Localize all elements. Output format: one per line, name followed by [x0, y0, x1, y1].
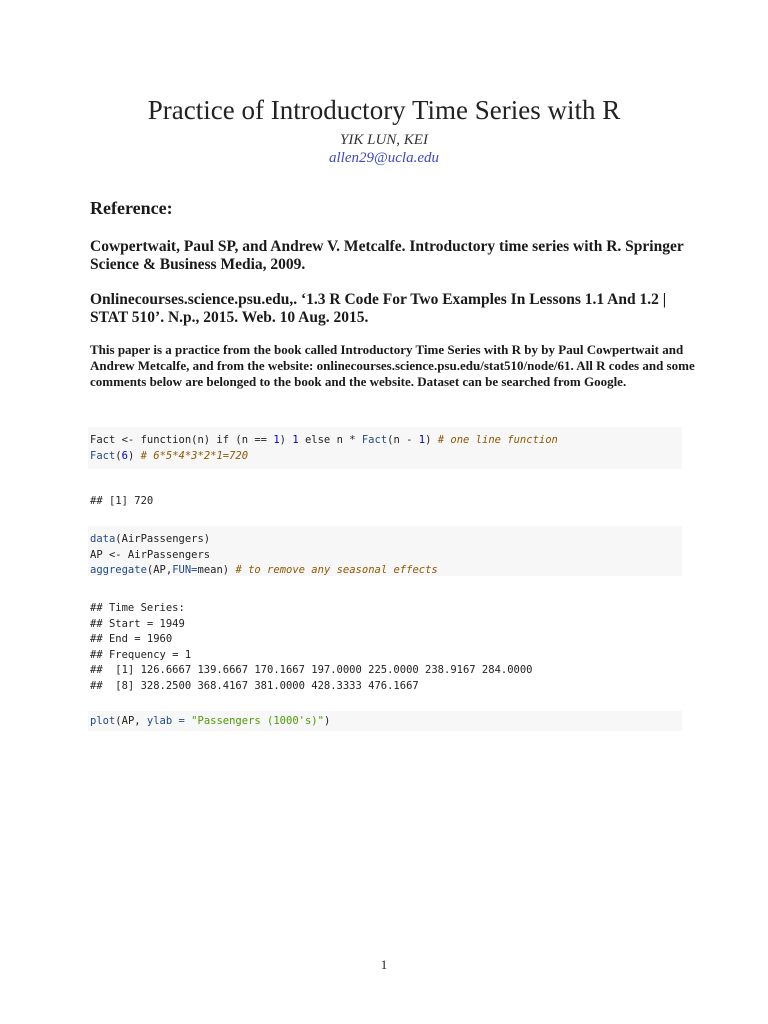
code-comment: # 6*5*4*3*2*1=720: [140, 449, 249, 462]
code-text: Fact <- function(n) if (n ==: [90, 434, 274, 446]
output-line: ## Start = 1949: [90, 617, 185, 630]
code-text: ): [279, 434, 293, 446]
code-block-factorial: [88, 427, 682, 469]
output-line: ## End = 1960: [90, 633, 173, 645]
code-number: 1: [418, 434, 426, 446]
code-comment: # to remove any seasonal effects: [235, 564, 438, 576]
intro-paragraph: This paper is a practice from the book called Introductory Time Series with R by by Paul Cowpertwait and Andrew Metcalfe, and from the website: onlinecourses.science.psu.edu/stat510/node/61. All R codes and some comments below are belonged to the book and the website. Dataset can be searched from Google.: [90, 342, 695, 389]
code-function: data: [90, 533, 116, 545]
output-line: ## [8] 328.2500 368.4167 381.0000 428.3333 476.1667: [90, 679, 419, 692]
code-number: 6: [121, 449, 128, 462]
author-name: YIK LUN, KEI: [340, 132, 428, 148]
reference-heading: Reference:: [90, 198, 173, 218]
code-function: Fact: [90, 449, 116, 462]
page-number: 1: [380, 957, 388, 972]
code-function: plot: [90, 715, 116, 727]
code-comment: # one line function: [437, 434, 558, 446]
code-text: (: [115, 449, 122, 462]
code-block-airpassengers: [88, 526, 682, 576]
code-text: ): [425, 434, 438, 446]
code-text: ): [323, 715, 331, 727]
code-argument: ylab =: [146, 715, 185, 727]
code-function: Fact: [361, 434, 388, 446]
reference-item-book: Cowpertwait, Paul SP, and Andrew V. Metcalfe. Introductory time series with R. Springer Science & Business Media, 2009.: [90, 238, 684, 273]
output-line: ## Time Series:: [90, 602, 185, 614]
code-text: mean): [197, 564, 236, 576]
author-email-link[interactable]: allen29@ucla.edu: [328, 150, 440, 166]
output-line: ## Frequency = 1: [90, 648, 192, 661]
code-block-plot: [88, 711, 682, 731]
code-argument: FUN=: [172, 564, 198, 576]
code-number: 1: [292, 434, 299, 446]
code-function: aggregate: [90, 564, 147, 576]
code-text: (AirPassengers): [115, 533, 211, 545]
output-line: ## [1] 126.6667 139.6667 170.1667 197.0000 225.0000 238.9167 284.0000: [90, 664, 533, 676]
output-factorial: ## [1] 720: [90, 495, 154, 507]
code-text: (AP,: [146, 564, 173, 576]
reference-item-website: Onlinecourses.science.psu.edu,. ‘1.3 R Code For Two Examples In Lessons 1.1 And 1.2 | STAT 510’. N.p., 2015. Web. 10 Aug. 2015.: [90, 291, 667, 326]
paper-title: Practice of Introductory Time Series with R: [147, 95, 621, 125]
code-text: else n *: [298, 434, 362, 446]
code-text: ): [127, 449, 141, 462]
code-number: 1: [273, 434, 280, 446]
code-text: (n -: [387, 434, 419, 446]
code-string: "Passengers (1000's)": [191, 715, 324, 727]
output-time-series: [90, 601, 690, 694]
code-text: (AP,: [115, 715, 147, 727]
code-text: AP <- AirPassengers: [90, 548, 211, 561]
